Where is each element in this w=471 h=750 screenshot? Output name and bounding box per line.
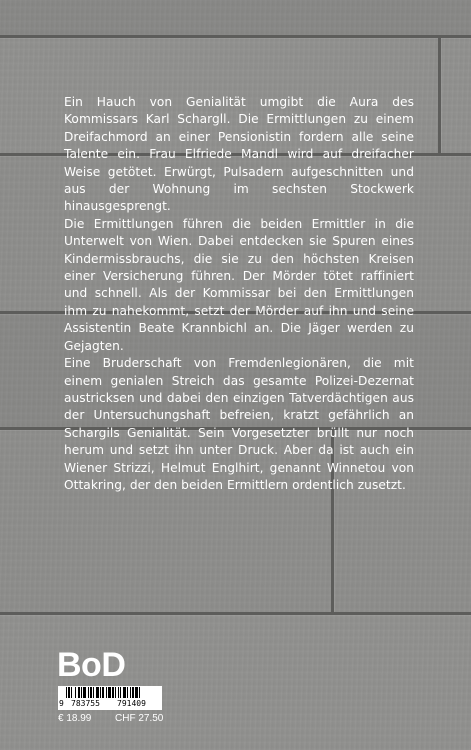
blurb-paragraph-1: Ein Hauch von Genialität umgibt die Aura des Kommissars Karl Schargll. Die Ermittlungen zu einem Dreifachmord an einer Pensionistin fordern alle seine Talente ein. Frau Elfriede Mandl wird auf dreifacher Weise getötet. Erwürgt, Pulsadern aufgeschnitten und aus der Wohnung im sechsten Stockwerk hinausgesprengt. — [64, 95, 414, 214]
back-cover-blurb — [64, 94, 414, 494]
grout-line-h1 — [0, 35, 471, 38]
isbn-first-digit: 9 — [59, 699, 64, 708]
price-chf: CHF 27.50 — [115, 713, 164, 724]
tile-row-top — [0, 0, 471, 36]
publisher-logo: BoD — [57, 646, 126, 684]
grout-line-v1 — [438, 38, 441, 153]
blurb-paragraph-3: Eine Bruderschaft von Fremdenlegionären, die mit einem genialen Streich das gesamte Polizei-Dezernat austricksen und dabei den einzigen Tatverdächtigen aus der Untersuchungshaft befreien, kratzt gefährlich an Schargils Genialität. Sein Vorgesetzter brüllt nur noch herum und setzt ihn unter Druck. Aber da ist auch ein Wiener Strizzi, Helmut Englhirt, genannt Winnetou von Ottakring, der den beiden Ermittlern ordentlich zusetzt. — [64, 356, 414, 492]
isbn-group-2: 791409 — [117, 699, 146, 708]
isbn-number — [58, 698, 162, 709]
price-eur: € 18.99 — [58, 713, 92, 724]
grout-line-h5 — [0, 612, 471, 615]
isbn-group-1: 783755 — [71, 699, 100, 708]
blurb-paragraph-2: Die Ermittlungen führen die beiden Ermittler in die Unterwelt von Wien. Dabei entdecken sie Spuren eines Kindermissbrauchs, die sie zu den höchsten Kreisen einer Versicherung führen. Der Mörder tötet raffiniert und schnell. Als der Kommissar bei den Ermittlungen ihm zu nahekommt, setzt der Mörder auf ihn und seine Assistentin Beate Krannbichl an. Die Jäger werden zu Gejagten. — [64, 216, 414, 353]
